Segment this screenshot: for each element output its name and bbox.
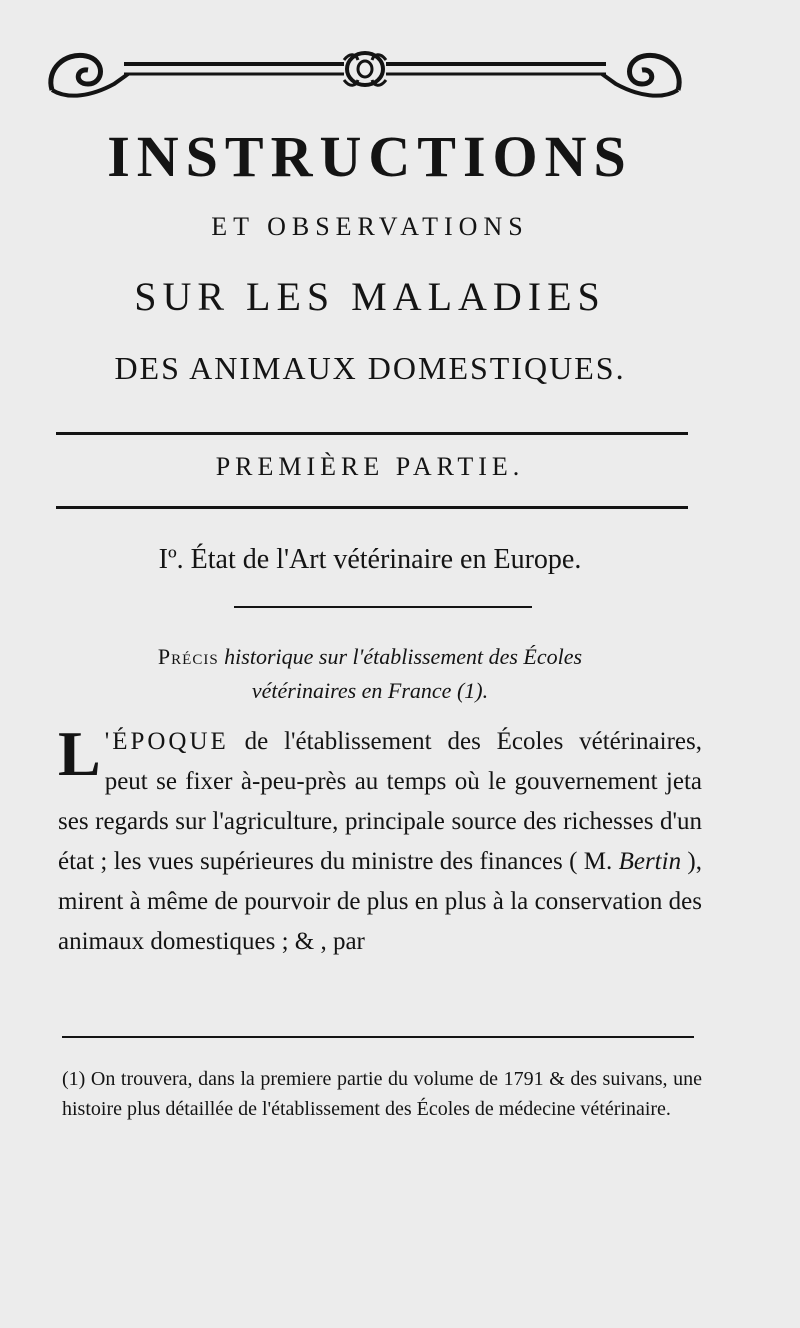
body-paragraph: [58, 718, 702, 962]
subheading-line2: vétérinaires en France (1).: [251, 678, 489, 703]
body-text-end: ), mirent à même de pourvoir de plus en plus à la conservation des animaux domestiques ; & , par: [58, 848, 702, 955]
footnote-rule: [62, 1036, 694, 1038]
drop-cap: L: [58, 718, 101, 789]
title-line-animaux: DES ANIMAUX DOMESTIQUES.: [114, 350, 626, 386]
name-bertin: Bertin: [618, 848, 682, 875]
opening-smallcaps: 'ÉPOQUE: [104, 728, 229, 755]
rule-above-part: [56, 432, 688, 435]
decorative-headpiece-ornament: [44, 40, 686, 104]
title-line-observations: ET OBSERVATIONS: [211, 212, 529, 241]
short-rule: [234, 606, 532, 608]
footnote: (1) On trouvera, dans la premiere partie du volume de 1791 & des suivans, une histoire plus détaillée de l'établissement des Écoles de médecine vétérinaire.: [62, 1068, 702, 1120]
title-line-instructions: INSTRUCTIONS: [107, 124, 633, 189]
subheading-lead: Précis: [157, 644, 219, 669]
title-line-maladies: SUR LES MALADIES: [134, 274, 606, 319]
rule-below-part: [56, 506, 688, 509]
section-heading: Iº. État de l'Art vétérinaire en Europe.: [158, 544, 582, 575]
subheading-line1: historique sur l'établissement des Écoles: [218, 644, 583, 669]
subheading: [40, 640, 700, 708]
body-text: de l'établissement des Écoles vétérinaires, peut se fixer à-peu-près au temps où le gouvernement jeta ses regards sur l'agriculture, principale source des richesses d'un état ; les vues supérieures du ministre des finances ( M.: [58, 728, 702, 875]
part-heading: PREMIÈRE PARTIE.: [215, 452, 525, 481]
